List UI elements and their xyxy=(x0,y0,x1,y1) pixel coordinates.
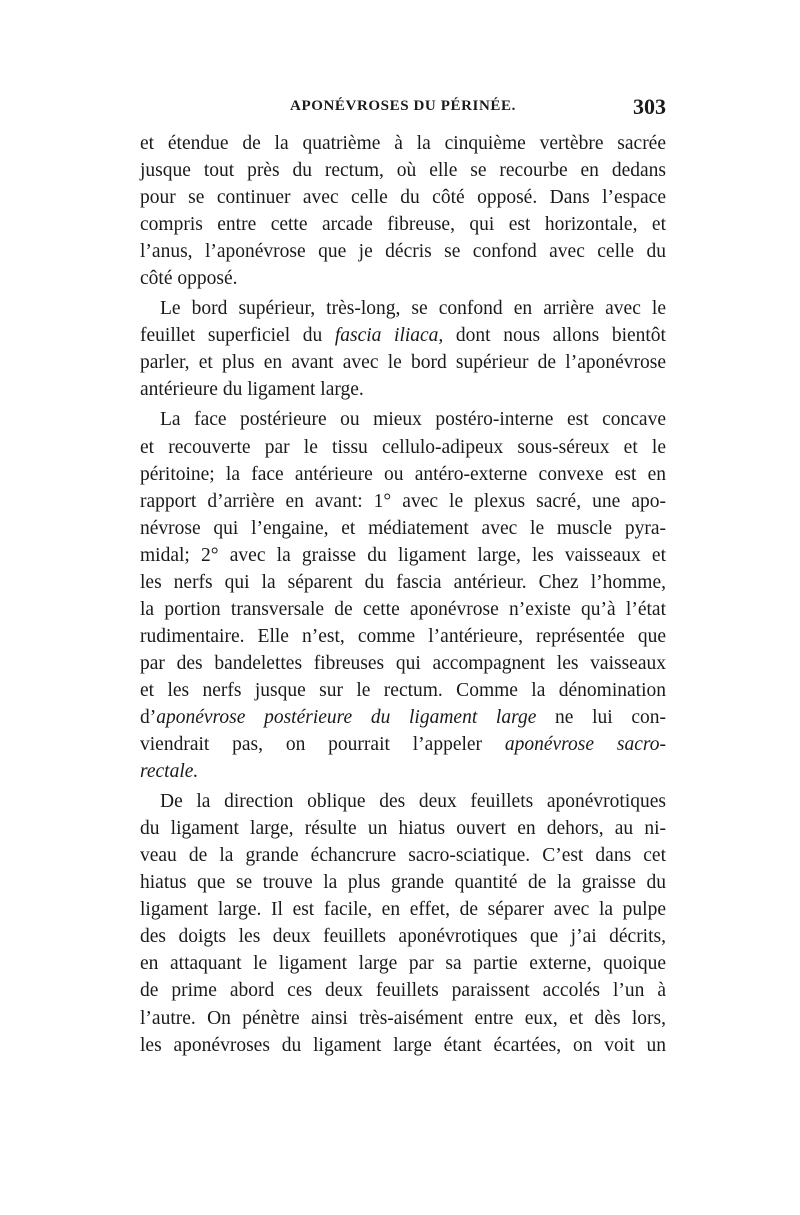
text-line: Le bord supérieur, très-long, se confond en arrière avec le xyxy=(160,298,666,320)
text-line: les aponévroses du ligament large étant écartées, on voit un xyxy=(140,1034,666,1056)
italic-run: fascia iliaca, xyxy=(334,325,444,347)
italic-run: aponévrose postérieure du ligament large xyxy=(156,706,537,728)
text-line: névrose qui l’engaine, et médiatement avec le muscle pyra- xyxy=(140,517,666,539)
text-line: ligament large. Il est facile, en effet, de séparer avec la pulpe xyxy=(140,899,666,921)
text-line: et étendue de la quatrième à la cinquième vertèbre sacrée xyxy=(140,133,666,154)
text-line: midal; 2° avec la graisse du ligament large, les vaisseaux et xyxy=(140,544,666,566)
text-line: par des bandelettes fibreuses qui accompagnent les vaisseaux xyxy=(140,652,666,674)
text-line: veau de la grande échancrure sacro-sciatique. C’est dans cet xyxy=(140,845,666,867)
body-text xyxy=(140,130,666,1059)
text-line: de prime abord ces deux feuillets paraissent accolés l’un à xyxy=(140,980,666,1002)
text-run: ne lui con- xyxy=(536,706,666,728)
text-line: les nerfs qui la séparent du fascia antérieur. Chez l’homme, xyxy=(140,571,666,593)
text-line: en attaquant le ligament large par sa partie externe, quoique xyxy=(140,953,666,975)
text-line-mixed xyxy=(140,758,666,785)
text-line: et les nerfs jusque sur le rectum. Comme la dénomination xyxy=(140,679,666,701)
text-line: côté opposé. xyxy=(140,268,238,290)
text-line-mixed xyxy=(140,731,666,758)
text-line: antérieure du ligament large. xyxy=(140,379,364,401)
text-line: et recouverte par le tissu cellulo-adipeux sous-séreux et le xyxy=(140,436,666,458)
text-line: parler, et plus en avant avec le bord supérieur de l’aponévrose xyxy=(140,352,666,374)
page-number: 303 xyxy=(633,94,666,119)
text-line: jusque tout près du rectum, où elle se recourbe en dedans xyxy=(140,160,666,182)
text-run: feuillet superficiel du xyxy=(140,325,335,347)
running-header xyxy=(140,94,666,124)
text-line: De la direction oblique des deux feuillets aponévrotiques xyxy=(160,791,666,813)
text-line: La face postérieure ou mieux postéro-interne est concave xyxy=(160,409,666,431)
text-line: péritoine; la face antérieure ou antéro-externe convexe est en xyxy=(140,463,666,485)
text-line: rapport d’arrière en avant: 1° avec le plexus sacré, une apo- xyxy=(140,490,666,512)
text-line: hiatus que se trouve la plus grande quantité de la graisse du xyxy=(140,872,666,894)
text-line: du ligament large, résulte un hiatus ouvert en dehors, au ni- xyxy=(140,818,666,840)
running-title: APONÉVROSES DU PÉRINÉE. xyxy=(290,98,516,114)
text-run: d’ xyxy=(140,706,157,728)
text-line: des doigts les deux feuillets aponévrotiques que j’ai décrits, xyxy=(140,926,666,948)
italic-run: rectale. xyxy=(140,761,199,783)
text-line: la portion transversale de cette aponévrose n’existe qu’à l’état xyxy=(140,598,666,620)
text-line: l’autre. On pénètre ainsi très-aisément entre eux, et dès lors, xyxy=(140,1007,666,1029)
text-line: rudimentaire. Elle n’est, comme l’antérieure, représentée que xyxy=(140,625,666,647)
text-line: l’anus, l’aponévrose que je décris se confond avec celle du xyxy=(140,241,666,263)
text-line-mixed xyxy=(140,704,666,731)
text-line: compris entre cette arcade fibreuse, qui est horizontale, et xyxy=(140,214,666,236)
text-line: pour se continuer avec celle du côté opposé. Dans l’espace xyxy=(140,187,666,209)
text-line-mixed xyxy=(140,322,666,349)
text-run: dont nous allons bientôt xyxy=(443,325,666,347)
text-run: viendrait pas, on pourrait l’appeler xyxy=(140,734,505,756)
italic-run: aponévrose sacro- xyxy=(504,734,666,756)
